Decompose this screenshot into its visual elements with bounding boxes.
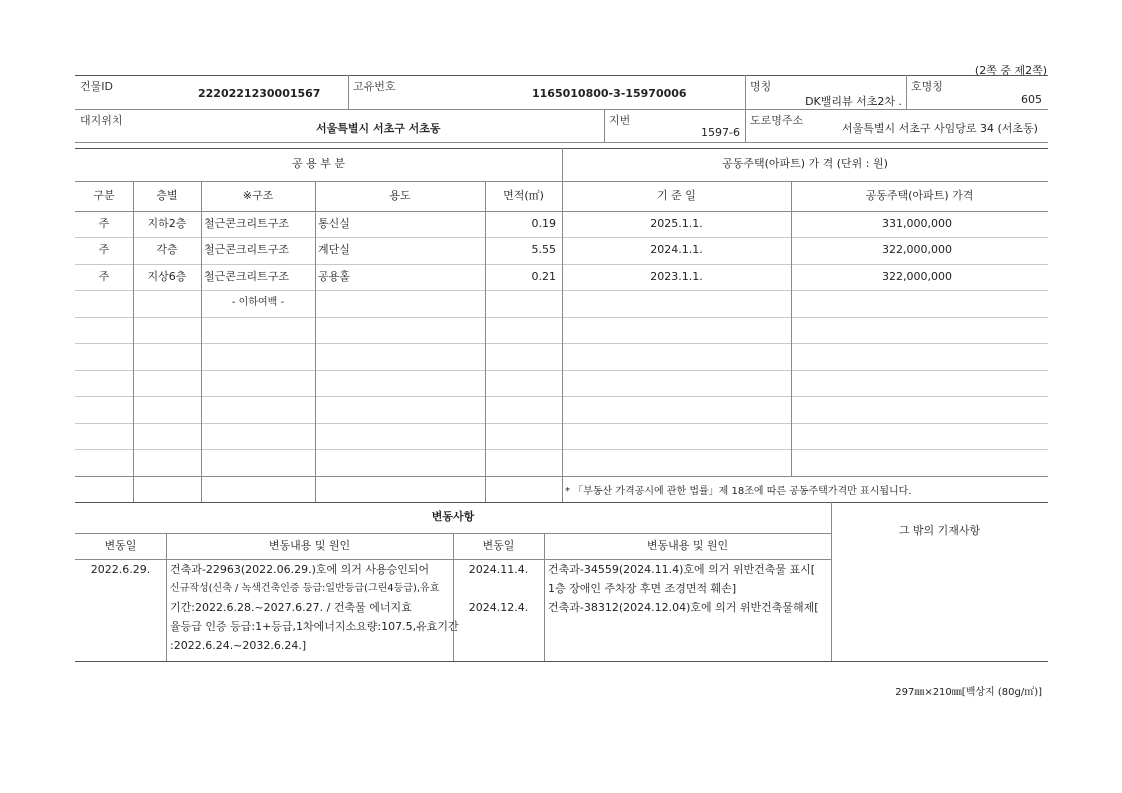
paper-spec: 297㎜×210㎜[백상지 (80g/㎡)] [895, 687, 1042, 698]
col-header-floor: 층별 [156, 189, 178, 202]
col-header-price: 공동주택(아파트) 가격 [865, 189, 974, 202]
unit-name-label: 호명칭 [911, 80, 943, 93]
cell-use: 공용홀 [318, 270, 350, 283]
cell-type: 주 [98, 270, 110, 283]
cell-price: 322,000,000 [882, 270, 952, 283]
cell-floor: 지하2층 [147, 217, 187, 230]
col-header-change-date: 변동일 [104, 539, 137, 552]
change-content-line: 건축과-34559(2024.11.4)호에 의거 위반건축물 표시[ [548, 563, 816, 576]
col-header-type: 구분 [93, 189, 115, 202]
change-content-line: 율등급 인증 등급:1+등급,1차에너지소요량:107.5,유효기간 [170, 620, 459, 633]
change-content-line: 기간:2022.6.28.~2027.6.27. / 건축물 에너지효 [170, 601, 412, 614]
cell-use: 통신실 [318, 217, 350, 230]
cell-date: 2023.1.1. [650, 270, 703, 283]
cell-structure: 철근콘크리트구조 [204, 243, 290, 256]
changes-title: 변동사항 [431, 510, 475, 523]
lot-label: 지번 [609, 114, 631, 127]
col-header-base-date: 기 준 일 [657, 189, 696, 202]
col-header-change-content: 변동내용 및 원인 [646, 539, 729, 552]
cell-structure: 철근콘크리트구조 [204, 217, 290, 230]
cell-floor: 각층 [156, 243, 178, 256]
cell-type: 주 [98, 217, 110, 230]
building-id-value: 2220221230001567 [198, 87, 321, 100]
cell-use: 계단실 [318, 243, 350, 256]
cell-floor: 지상6층 [147, 270, 187, 283]
name-label: 명칭 [750, 80, 772, 93]
name-value: DK밸리뷰 서초2차 . [805, 95, 902, 108]
cell-price: 331,000,000 [882, 217, 952, 230]
other-notes-title: 그 밖의 기재사항 [898, 524, 981, 537]
price-footnote: * 「부동산 가격공시에 관한 법률」제 18조에 따른 공동주택가격만 표시됩니다. [565, 486, 912, 497]
page-number: (2쪽 중 제2쪽) [974, 64, 1047, 77]
blank-note: - 이하여백 - [231, 297, 285, 308]
col-header-use: 용도 [389, 189, 411, 202]
unit-name-value: 605 [1021, 93, 1042, 106]
change-content-line: 건축과-38312(2024.12.04)호에 의거 위반건축물해제[ [548, 601, 819, 614]
change-content-line: 1층 장애인 주차장 후면 조경면적 훼손] [548, 582, 737, 595]
col-header-change-date: 변동일 [482, 539, 515, 552]
building-id-label: 건물ID [80, 80, 113, 93]
common-section-title: 공 용 부 분 [292, 157, 345, 170]
price-section-title: 공동주택(아파트) 가 격 (단위 : 원) [722, 157, 888, 170]
lot-value: 1597-6 [701, 126, 740, 139]
unique-no-value: 1165010800-3-15970006 [532, 87, 687, 100]
unique-no-label: 고유번호 [353, 80, 396, 93]
change-date: 2024.12.4. [468, 601, 529, 614]
col-header-change-content: 변동내용 및 원인 [268, 539, 351, 552]
road-value: 서울특별시 서초구 사임당로 34 (서초동) [842, 122, 1038, 135]
change-content-line: 신규작성(신축 / 녹색건축인증 등급:일반등급(그린4등급),유효 [170, 583, 440, 594]
col-header-structure: ※구조 [242, 189, 274, 202]
cell-area: 0.19 [531, 217, 556, 230]
cell-area: 5.55 [531, 243, 556, 256]
cell-structure: 철근콘크리트구조 [204, 270, 290, 283]
change-date: 2024.11.4. [468, 563, 529, 576]
site-label: 대지위치 [80, 114, 123, 127]
col-header-area: 면적(㎡) [503, 189, 544, 202]
cell-price: 322,000,000 [882, 243, 952, 256]
cell-area: 0.21 [531, 270, 556, 283]
change-date: 2022.6.29. [90, 563, 151, 576]
change-content-line: :2022.6.24.~2032.6.24.] [170, 639, 307, 652]
road-label: 도로명주소 [750, 114, 804, 127]
site-value: 서울특별시 서초구 서초동 [316, 122, 441, 135]
cell-date: 2025.1.1. [650, 217, 703, 230]
cell-type: 주 [98, 243, 110, 256]
change-content-line: 건축과-22963(2022.06.29.)호에 의거 사용승인되어 [170, 563, 430, 576]
cell-date: 2024.1.1. [650, 243, 703, 256]
